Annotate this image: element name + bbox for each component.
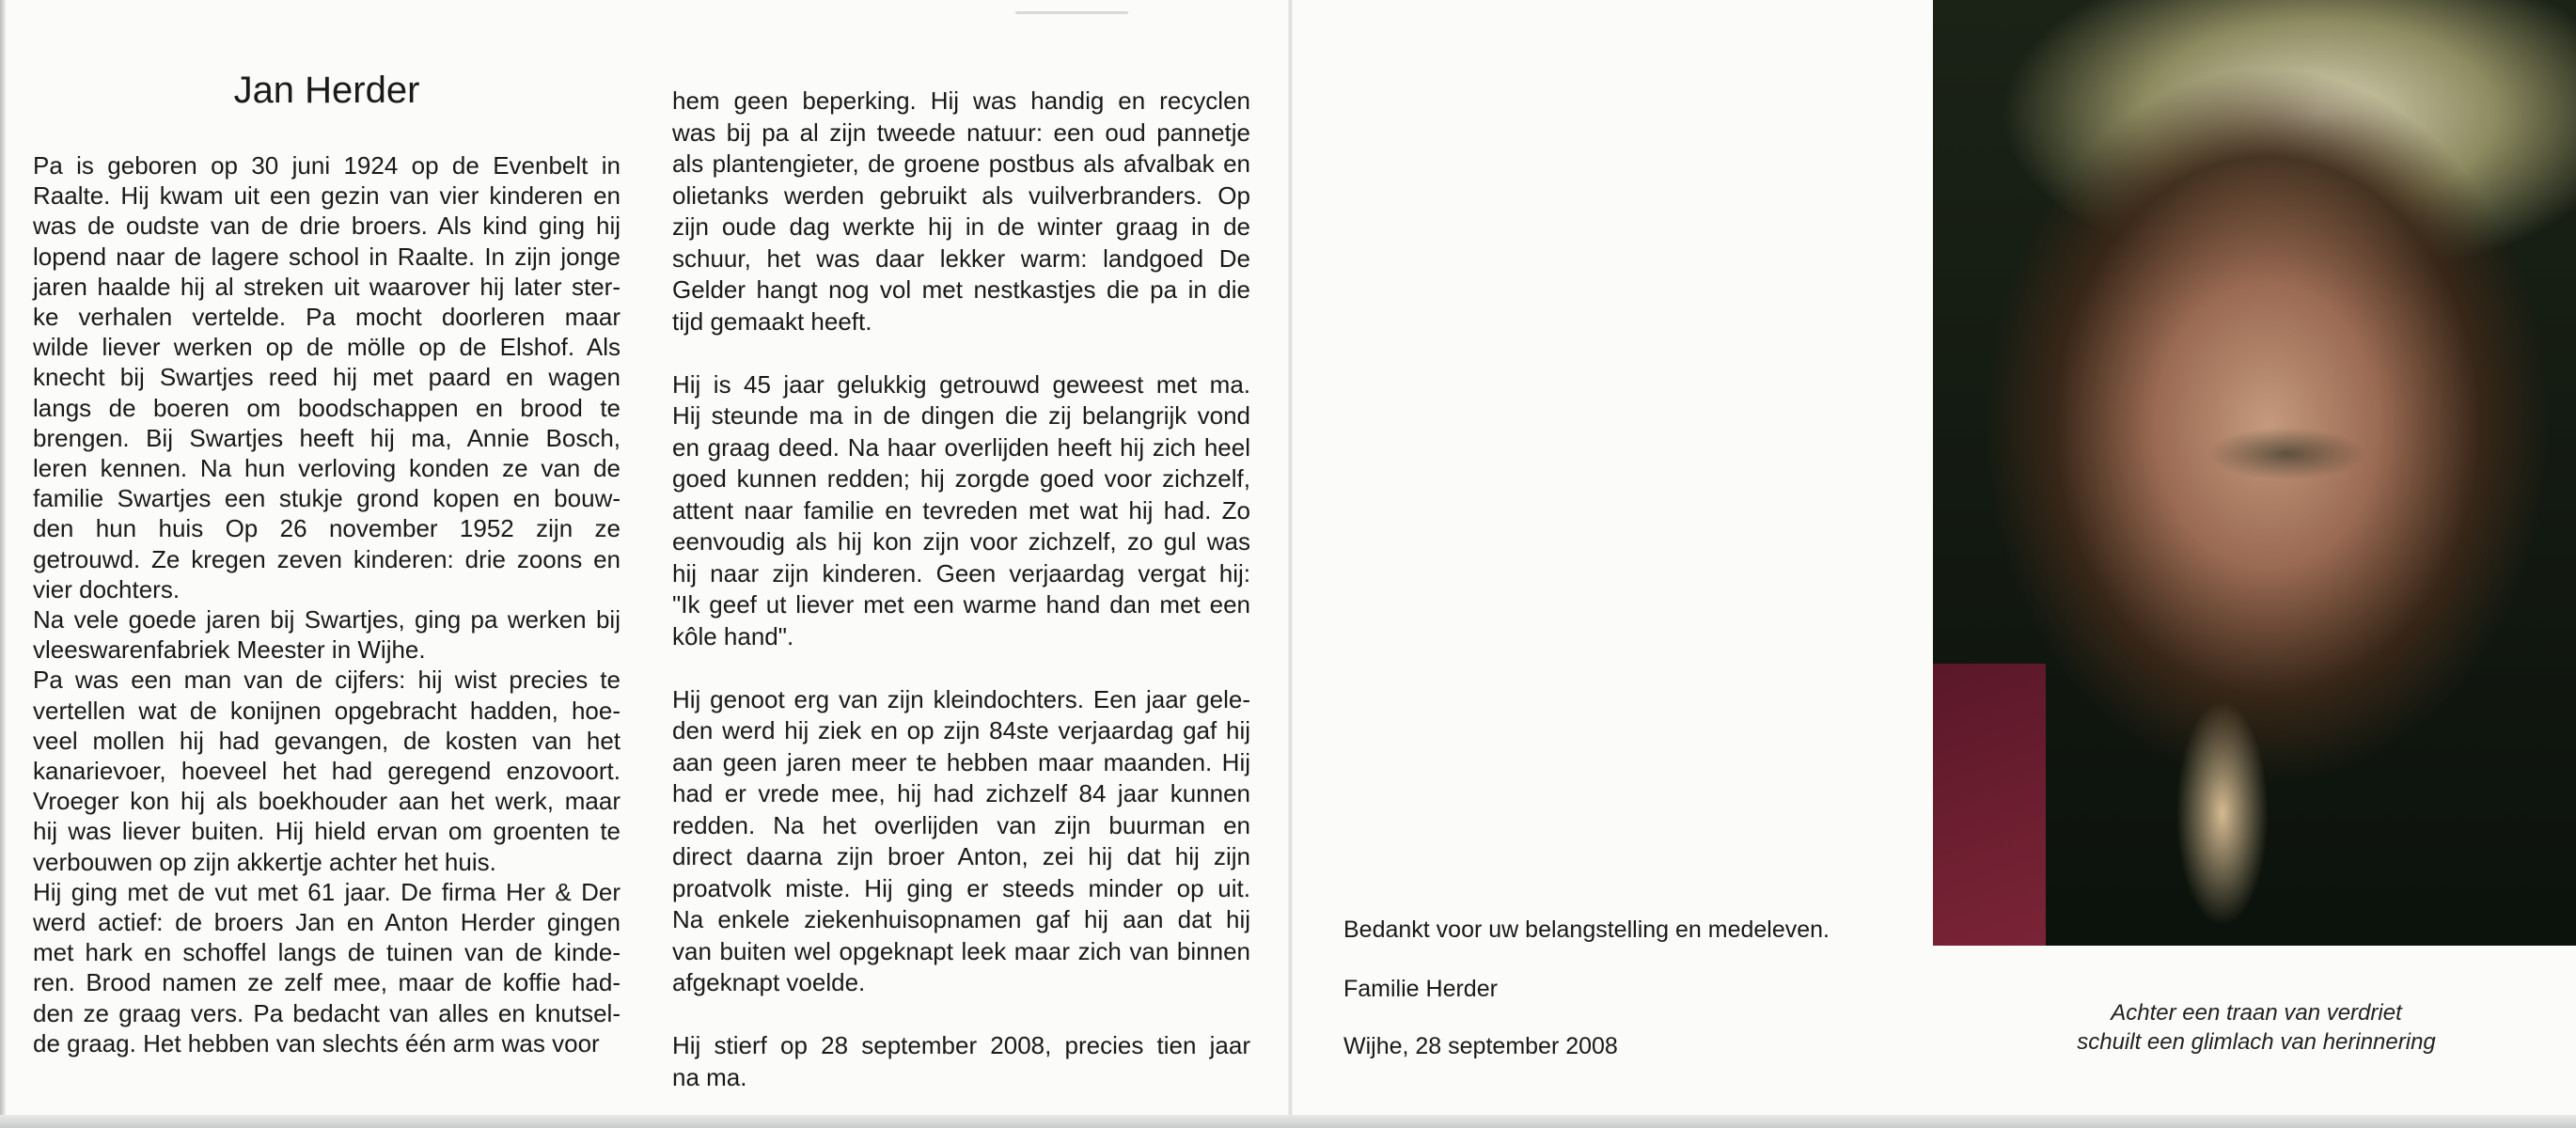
text-line: attent naar familie en tevreden met wat hij had. Zo bbox=[672, 495, 1250, 525]
text-line: Pa was een man van de cijfers: hij wist precies te bbox=[33, 666, 620, 695]
caption-line-1: Achter een traan van verdriet bbox=[2111, 1000, 2402, 1026]
text-line: den werd hij ziek en op zijn 84ste verjaardag gaf hij bbox=[672, 716, 1250, 744]
biography-left-column bbox=[33, 150, 620, 1058]
text-line: Hij is 45 jaar gelukkig getrouwd geweest met ma. bbox=[672, 369, 1250, 399]
text-line: getrouwd. Ze kregen zeven kinderen: drie zoons en bbox=[33, 544, 620, 573]
card-bottom-edge bbox=[0, 1115, 2576, 1128]
place-date: Wijhe, 28 september 2008 bbox=[1343, 1033, 1618, 1059]
text-line: vleeswarenfabriek Meester in Wijhe. bbox=[33, 635, 426, 665]
text-line: langs de boeren om boodschappen en brood te bbox=[33, 393, 620, 422]
text-line: knecht bij Swartjes reed hij met paard en wagen bbox=[33, 363, 620, 392]
text-line: jaren haalde hij al streken uit waarover hij later ster- bbox=[33, 272, 620, 301]
text-line: afgeknapt voelde. bbox=[672, 968, 866, 996]
text-line: wilde liever werken op de mölle op de Elshof. Als bbox=[33, 333, 620, 362]
text-line: direct daarna zijn broer Anton, zei hij dat hij zijn bbox=[672, 842, 1250, 870]
paragraph bbox=[672, 86, 1250, 337]
text-line: hij naar zijn kinderen. Geen verjaardag vergat hij: bbox=[672, 558, 1250, 588]
paragraph bbox=[672, 369, 1250, 653]
text-line: Pa is geboren op 30 juni 1924 op de Evenbelt in bbox=[33, 151, 620, 180]
text-line: was de oudste van de drie broers. Als kind ging hij bbox=[33, 212, 620, 241]
text-line: den hun huis Op 26 november 1952 zijn ze bbox=[33, 514, 620, 543]
caption-line-2: schuilt een glimlach van herinnering bbox=[2077, 1029, 2436, 1055]
text-line: hij was liever buiten. Hij hield ervan om groenten te bbox=[33, 817, 620, 846]
text-line: Hij ging met de vut met 61 jaar. De firma Her & Der bbox=[33, 877, 620, 906]
text-line: brengen. Bij Swartjes heeft hij ma, Annie Bosch, bbox=[33, 423, 620, 452]
paragraph bbox=[33, 150, 620, 604]
text-line: verbouwen op zijn akkertje achter het huis. bbox=[33, 847, 496, 876]
text-line: kanarievoer, hoeveel het had geregend enzovoort. bbox=[33, 757, 620, 786]
text-line: Raalte. Hij kwam uit een gezin van vier kinderen en bbox=[33, 181, 620, 211]
paper-crease bbox=[1015, 11, 1128, 14]
text-line: "Ik geef ut liever met een warme hand dan met een bbox=[672, 590, 1250, 619]
text-line: als plantengieter, de groene postbus als afvalbak en bbox=[672, 149, 1250, 178]
paragraph bbox=[33, 665, 620, 876]
text-line: veel mollen hij had gevangen, de kosten van het bbox=[33, 726, 620, 755]
family-signature: Familie Herder bbox=[1343, 976, 1498, 1002]
text-line: Hij genoot erg van zijn kleindochters. Een jaar gele- bbox=[672, 684, 1250, 713]
text-line: had er vrede mee, hij had zichzelf 84 jaar kunnen bbox=[672, 779, 1250, 807]
portrait-photo bbox=[1933, 0, 2576, 946]
paragraph bbox=[33, 604, 620, 665]
text-line: redden. Na het overlijden van zijn buurman en bbox=[672, 810, 1250, 839]
text-line: was bij pa al zijn tweede natuur: een oud pannetje bbox=[672, 118, 1250, 147]
text-line: vertellen wat de konijnen opgebracht hadden, hoe- bbox=[33, 696, 620, 725]
text-line: olietanks werden gebruikt als vuilverbranders. Op bbox=[672, 180, 1250, 210]
text-line: goed kunnen redden; hij zorgde goed voor zichzelf, bbox=[672, 464, 1250, 493]
text-line: familie Swartjes een stukje grond kopen en bouw- bbox=[33, 484, 620, 513]
text-line: den ze graag vers. Pa bedacht van alles en knutsel- bbox=[33, 998, 620, 1027]
text-line: kôle hand". bbox=[672, 621, 794, 650]
text-line: lopend naar de lagere school in Raalte. In zijn jonge bbox=[33, 242, 620, 271]
text-line: Na enkele ziekenhuisopnamen gaf hij aan dat hij bbox=[672, 905, 1250, 933]
text-line: Vroeger kon hij als boekhouder aan het werk, maar bbox=[33, 787, 620, 816]
text-line: proatvolk miste. Hij ging er steeds minder op uit. bbox=[672, 873, 1250, 902]
text-line: Hij steunde ma in de dingen die zij belangrijk vond bbox=[672, 401, 1250, 430]
text-line: eenvoudig als hij kon zijn voor zichzelf, zo gul was bbox=[672, 527, 1250, 556]
text-line: ren. Brood namen ze zelf mee, maar de koffie had- bbox=[33, 968, 620, 997]
text-line: van buiten wel opgeknapt leek maar zich van binnen bbox=[672, 936, 1250, 965]
text-line: Na vele goede jaren bij Swartjes, ging pa werken bij bbox=[33, 605, 620, 634]
thanks-message: Bedankt voor uw belangstelling en medeleven. bbox=[1343, 916, 1830, 943]
card-left-edge bbox=[0, 0, 6, 1128]
text-line: Gelder hangt nog vol met nestkastjes die pa in die bbox=[672, 275, 1250, 304]
text-line: ke verhalen vertelde. Pa mocht doorleren maar bbox=[33, 303, 620, 332]
text-line: de graag. Het hebben van slechts één arm was voor bbox=[33, 1028, 600, 1058]
portrait-shirt bbox=[1933, 664, 2046, 946]
text-line: werd actief: de broers Jan en Anton Herder gingen bbox=[33, 908, 620, 937]
text-line: na ma. bbox=[672, 1062, 747, 1091]
paragraph bbox=[33, 877, 620, 1058]
text-line: tijd gemaakt heeft. bbox=[672, 306, 872, 336]
text-line: leren kennen. Na hun verloving konden ze van de bbox=[33, 454, 620, 483]
text-line: met hark en schoffel langs de tuinen van de kinde- bbox=[33, 938, 620, 967]
text-line: hem geen beperking. Hij was handig en recyclen bbox=[672, 86, 1250, 115]
text-line: zijn oude dag werkte hij in de winter graag in de bbox=[672, 212, 1250, 241]
text-line: schuur, het was daar lekker warm: landgoed De bbox=[672, 243, 1250, 273]
text-line: Hij stierf op 28 september 2008, precies tien jaar bbox=[672, 1031, 1250, 1059]
paragraph bbox=[672, 1030, 1250, 1093]
text-line: vier dochters. bbox=[33, 574, 181, 603]
photo-caption bbox=[1974, 998, 2538, 1057]
page-title: Jan Herder bbox=[233, 70, 420, 111]
paragraph bbox=[672, 684, 1250, 999]
text-line: aan geen jaren meer te hebben maar maanden. Hij bbox=[672, 747, 1250, 776]
biography-middle-column bbox=[672, 86, 1250, 1125]
text-line: en graag deed. Na haar overlijden heeft hij zich heel bbox=[672, 432, 1250, 462]
card-fold bbox=[1288, 0, 1293, 1119]
